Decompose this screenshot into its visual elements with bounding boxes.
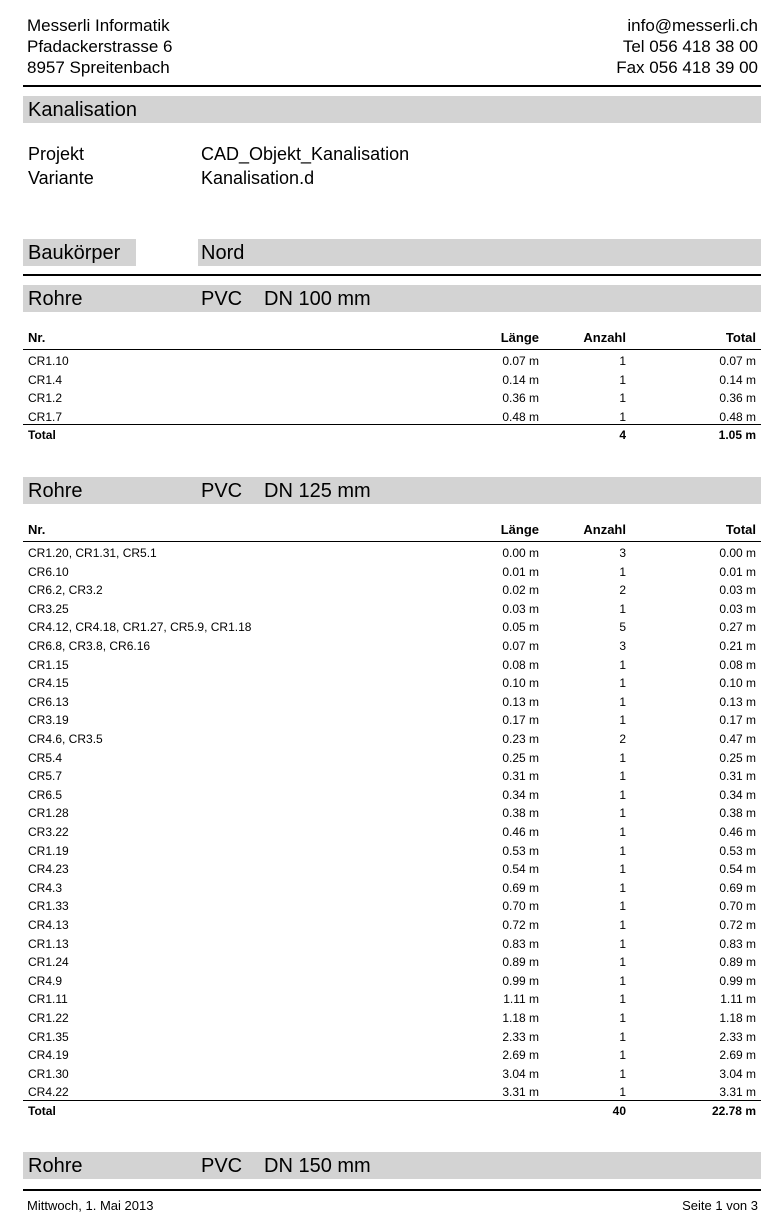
row-anzahl: 1	[619, 769, 626, 783]
row-anzahl: 1	[619, 713, 626, 727]
row-laenge: 0.48 m	[502, 410, 539, 424]
row-laenge: 0.05 m	[502, 620, 539, 634]
row-nr: CR1.28	[28, 806, 69, 820]
company-email: info@messerli.ch	[627, 16, 758, 35]
row-nr: CR1.19	[28, 844, 69, 858]
row-laenge: 0.46 m	[502, 825, 539, 839]
row-anzahl: 1	[619, 695, 626, 709]
row-total: 0.10 m	[719, 676, 756, 690]
row-laenge: 0.17 m	[502, 713, 539, 727]
row-anzahl: 1	[619, 937, 626, 951]
row-nr: CR4.9	[28, 974, 63, 988]
row-anzahl: 1	[619, 410, 626, 424]
row-total: 0.46 m	[719, 825, 756, 839]
row-anzahl: 1	[619, 1067, 626, 1081]
row-nr: CR1.2	[28, 391, 63, 405]
project-value: CAD_Objekt_Kanalisation	[201, 144, 410, 164]
row-nr: CR3.25	[28, 602, 69, 616]
row-laenge: 0.31 m	[502, 769, 539, 783]
row-nr: CR6.5	[28, 788, 63, 802]
col-header-nr: Nr.	[28, 522, 46, 537]
row-nr: CR1.7	[28, 410, 63, 424]
row-laenge: 0.23 m	[502, 732, 539, 746]
row-laenge: 0.13 m	[502, 695, 539, 709]
row-nr: CR1.20, CR1.31, CR5.1	[28, 546, 157, 560]
row-total: 0.47 m	[719, 732, 756, 746]
footer-rule	[23, 1189, 761, 1191]
row-total: 0.70 m	[719, 899, 756, 913]
row-anzahl: 2	[619, 583, 626, 597]
row-total: 2.33 m	[719, 1030, 756, 1044]
total-rule	[23, 1100, 761, 1101]
row-anzahl: 1	[619, 373, 626, 387]
section-dn: DN 125 mm	[264, 480, 371, 502]
row-anzahl: 3	[619, 639, 626, 653]
row-total: 0.38 m	[719, 806, 756, 820]
total-count: 40	[612, 1104, 626, 1118]
row-nr: CR3.22	[28, 825, 69, 839]
row-laenge: 0.53 m	[502, 844, 539, 858]
row-total: 1.11 m	[720, 992, 756, 1006]
row-anzahl: 1	[619, 881, 626, 895]
row-anzahl: 1	[619, 899, 626, 913]
row-total: 3.04 m	[719, 1067, 756, 1081]
row-nr: CR4.19	[28, 1048, 69, 1062]
variant-value: Kanalisation.d	[201, 168, 315, 188]
row-total: 0.27 m	[719, 620, 756, 634]
row-total: 0.13 m	[719, 695, 756, 709]
header-underline	[23, 349, 761, 350]
company-tel: Tel 056 418 38 00	[622, 37, 758, 56]
row-laenge: 0.36 m	[502, 391, 539, 405]
col-header-anzahl: Anzahl	[583, 330, 626, 345]
col-header-total: Total	[725, 330, 756, 345]
row-laenge: 0.72 m	[502, 918, 539, 932]
row-nr: CR1.24	[28, 955, 69, 969]
row-laenge: 0.34 m	[502, 788, 539, 802]
row-total: 0.03 m	[719, 602, 756, 616]
col-header-laenge: Länge	[500, 330, 539, 345]
row-nr: CR1.4	[28, 373, 63, 387]
row-nr: CR4.3	[28, 881, 63, 895]
row-laenge: 1.11 m	[503, 992, 539, 1006]
variant-label: Variante	[28, 168, 94, 188]
row-anzahl: 2	[619, 732, 626, 746]
project-label: Projekt	[28, 144, 85, 164]
row-anzahl: 1	[619, 1048, 626, 1062]
row-anzahl: 1	[619, 602, 626, 616]
row-anzahl: 1	[619, 844, 626, 858]
row-laenge: 0.25 m	[502, 751, 539, 765]
row-anzahl: 5	[619, 620, 626, 634]
row-anzahl: 1	[619, 354, 626, 368]
section-band	[23, 477, 761, 504]
row-anzahl: 3	[619, 546, 626, 560]
row-laenge: 2.69 m	[502, 1048, 539, 1062]
row-laenge: 3.31 m	[502, 1085, 539, 1099]
row-total: 0.01 m	[719, 565, 756, 579]
section-label: Rohre	[28, 288, 83, 310]
section-dn: DN 150 mm	[264, 1155, 371, 1177]
total-label: Total	[28, 428, 56, 442]
row-anzahl: 1	[619, 825, 626, 839]
total-sum: 1.05 m	[718, 428, 756, 442]
row-laenge: 0.38 m	[502, 806, 539, 820]
row-anzahl: 1	[619, 1085, 626, 1099]
col-header-nr: Nr.	[28, 330, 46, 345]
row-laenge: 0.70 m	[502, 899, 539, 913]
baukoerper-value: Nord	[201, 242, 245, 264]
row-anzahl: 1	[619, 974, 626, 988]
row-total: 0.89 m	[719, 955, 756, 969]
row-anzahl: 1	[619, 918, 626, 932]
row-total: 0.08 m	[719, 658, 756, 672]
row-laenge: 0.10 m	[502, 676, 539, 690]
row-total: 0.83 m	[719, 937, 756, 951]
row-total: 0.99 m	[719, 974, 756, 988]
row-nr: CR1.35	[28, 1030, 69, 1044]
row-anzahl: 1	[619, 658, 626, 672]
row-nr: CR1.15	[28, 658, 69, 672]
row-nr: CR1.10	[28, 354, 69, 368]
row-laenge: 3.04 m	[502, 1067, 539, 1081]
row-nr: CR4.12, CR4.18, CR1.27, CR5.9, CR1.18	[28, 620, 252, 634]
row-nr: CR4.13	[28, 918, 69, 932]
row-total: 0.72 m	[719, 918, 756, 932]
section-label: Rohre	[28, 1155, 83, 1177]
row-nr: CR4.15	[28, 676, 69, 690]
row-anzahl: 1	[619, 992, 626, 1006]
row-total: 0.17 m	[719, 713, 756, 727]
row-anzahl: 1	[619, 806, 626, 820]
col-header-anzahl: Anzahl	[583, 522, 626, 537]
row-total: 2.69 m	[719, 1048, 756, 1062]
row-total: 0.31 m	[719, 769, 756, 783]
row-total: 0.53 m	[719, 844, 756, 858]
row-laenge: 2.33 m	[502, 1030, 539, 1044]
section-dn: DN 100 mm	[264, 288, 371, 310]
row-nr: CR4.6, CR3.5	[28, 732, 103, 746]
row-total: 0.14 m	[719, 373, 756, 387]
row-anzahl: 1	[619, 391, 626, 405]
row-total: 0.36 m	[719, 391, 756, 405]
footer-date: Mittwoch, 1. Mai 2013	[27, 1198, 154, 1213]
section-material: PVC	[201, 288, 243, 310]
row-laenge: 0.01 m	[502, 565, 539, 579]
row-nr: CR5.4	[28, 751, 63, 765]
row-total: 0.00 m	[719, 546, 756, 560]
row-total: 0.03 m	[719, 583, 756, 597]
page-title: Kanalisation	[28, 99, 137, 121]
row-laenge: 0.99 m	[502, 974, 539, 988]
section-band	[23, 285, 761, 312]
row-laenge: 1.18 m	[502, 1011, 539, 1025]
row-nr: CR6.2, CR3.2	[28, 583, 103, 597]
row-nr: CR5.7	[28, 769, 63, 783]
row-nr: CR3.19	[28, 713, 69, 727]
row-nr: CR1.22	[28, 1011, 69, 1025]
row-nr: CR1.30	[28, 1067, 69, 1081]
footer-page: Seite 1 von 3	[682, 1198, 758, 1213]
total-count: 4	[619, 428, 626, 442]
row-total: 0.69 m	[719, 881, 756, 895]
baukoerper-rule	[23, 274, 761, 276]
header-underline	[23, 541, 761, 542]
row-laenge: 0.02 m	[502, 583, 539, 597]
baukoerper-label: Baukörper	[28, 242, 121, 264]
section-label: Rohre	[28, 480, 83, 502]
row-anzahl: 1	[619, 676, 626, 690]
row-total: 1.18 m	[719, 1011, 756, 1025]
company-street: Pfadackerstrasse 6	[27, 37, 173, 56]
row-laenge: 0.07 m	[502, 639, 539, 653]
row-anzahl: 1	[619, 751, 626, 765]
row-nr: CR4.23	[28, 862, 69, 876]
row-laenge: 0.03 m	[502, 602, 539, 616]
row-anzahl: 1	[619, 955, 626, 969]
row-anzahl: 1	[619, 565, 626, 579]
row-nr: CR6.8, CR3.8, CR6.16	[28, 639, 151, 653]
row-total: 0.25 m	[719, 751, 756, 765]
row-laenge: 0.69 m	[502, 881, 539, 895]
col-header-laenge: Länge	[500, 522, 539, 537]
row-laenge: 0.89 m	[502, 955, 539, 969]
row-total: 0.54 m	[719, 862, 756, 876]
row-anzahl: 1	[619, 862, 626, 876]
row-total: 0.48 m	[719, 410, 756, 424]
row-anzahl: 1	[619, 1030, 626, 1044]
baukoerper-value-band	[198, 239, 761, 266]
row-nr: CR6.13	[28, 695, 69, 709]
row-laenge: 0.08 m	[502, 658, 539, 672]
company-city: 8957 Spreitenbach	[27, 58, 170, 77]
total-sum: 22.78 m	[711, 1104, 756, 1118]
row-anzahl: 1	[619, 788, 626, 802]
section-material: PVC	[201, 1155, 243, 1177]
row-nr: CR1.11	[28, 992, 68, 1006]
row-laenge: 0.14 m	[502, 373, 539, 387]
row-total: 3.31 m	[719, 1085, 756, 1099]
row-total: 0.34 m	[719, 788, 756, 802]
row-laenge: 0.83 m	[502, 937, 539, 951]
col-header-total: Total	[725, 522, 756, 537]
row-laenge: 0.00 m	[502, 546, 539, 560]
company-fax: Fax 056 418 39 00	[616, 58, 758, 77]
row-anzahl: 1	[619, 1011, 626, 1025]
row-nr: CR1.33	[28, 899, 69, 913]
row-laenge: 0.07 m	[502, 354, 539, 368]
total-rule	[23, 424, 761, 425]
row-laenge: 0.54 m	[502, 862, 539, 876]
section-band	[23, 1152, 761, 1179]
row-nr: CR6.10	[28, 565, 69, 579]
total-label: Total	[28, 1104, 56, 1118]
row-total: 0.07 m	[719, 354, 756, 368]
header-rule	[23, 85, 761, 87]
row-total: 0.21 m	[719, 639, 756, 653]
section-material: PVC	[201, 480, 243, 502]
company-name: Messerli Informatik	[27, 16, 170, 35]
row-nr: CR1.13	[28, 937, 69, 951]
row-nr: CR4.22	[28, 1085, 69, 1099]
